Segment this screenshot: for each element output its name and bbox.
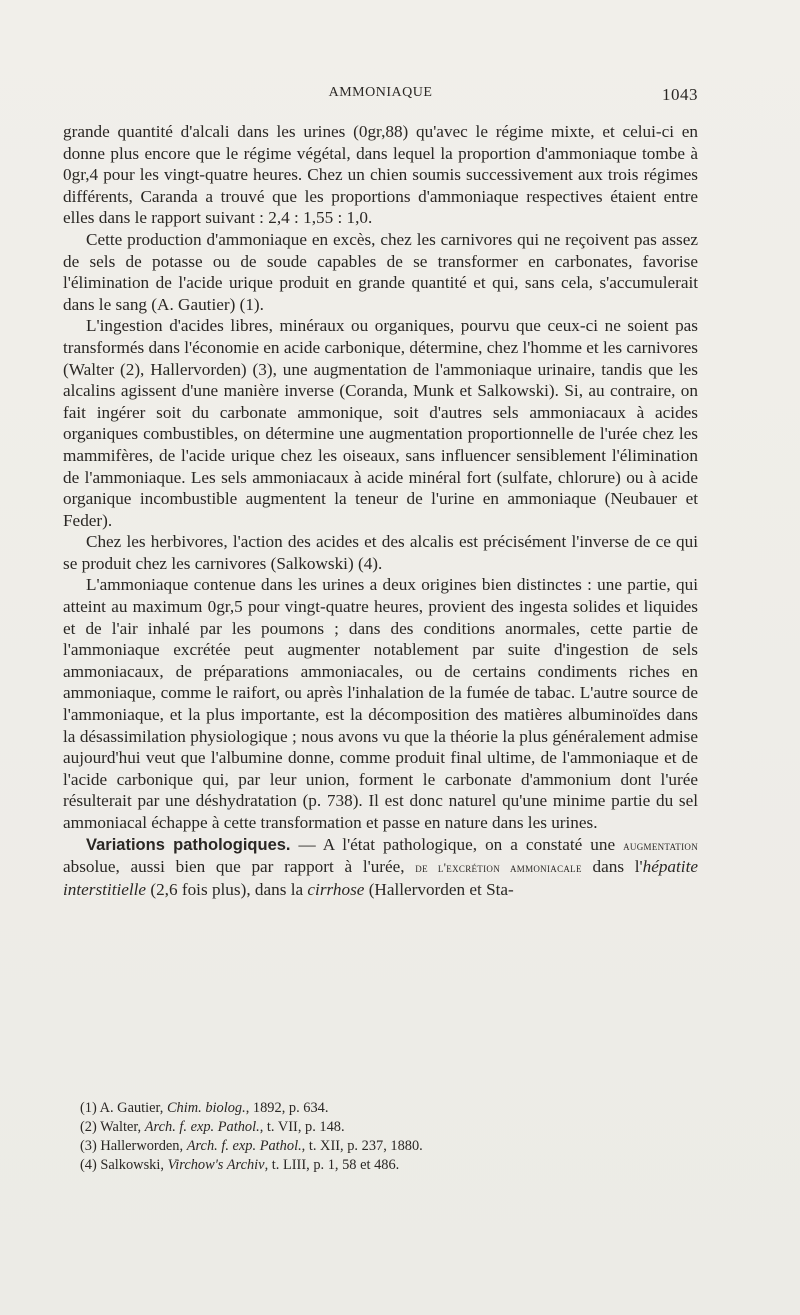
section-text: — A l'état pathologique, on a constaté une xyxy=(290,834,624,854)
italic-term: cirrhose xyxy=(307,879,365,899)
footnote xyxy=(80,1118,680,1137)
footnote xyxy=(80,1156,680,1175)
footnote-rest: , 1892, p. 634. xyxy=(245,1100,329,1116)
footnote-rest: , t. LIII, p. 1, 58 et 486. xyxy=(264,1157,400,1173)
footnote-rest: , t. VII, p. 148. xyxy=(259,1119,345,1135)
section-text: dans l' xyxy=(581,857,643,877)
footnotes xyxy=(80,1099,680,1175)
section-text: (Hallervorden et Sta- xyxy=(364,879,514,899)
footnote-text: Walter, xyxy=(100,1119,145,1135)
paragraph: L'ammoniaque contenue dans les urines a deux origines bien distinctes : une partie, qui atteint au maximum 0gr,5 pour vingt-quatre heures, provient des ingesta solides et liquides et de l'air inhalé par les poumons ; dans des conditions anormales, cette partie de l'ammoniaque excrétée peut augmenter notablement par suite d'ingestion de sels ammoniacaux, de préparations ammoniacales, ou de certains condiments riches en ammoniaque, comme le raifort, ou après l'inhalation de la fumée de tabac. L'autre source de l'ammoniaque, et la plus importante, est la décomposition des matières albuminoïdes dans la désassimilation physiologique ; nous avons vu que la théorie la plus généralement admise aujourd'hui veut que l'albumine donne, comme produit final ultime, de l'ammoniaque et de l'acide carbonique qui, par leur union, forment le carbonate d'ammonium dont l'urée résulterait par une déshydratation (p. 738). Il est donc naturel qu'une minime partie du sel ammoniacal échappe à cette transformation et passe en nature dans les urines. xyxy=(63,575,698,832)
small-caps-text: augmentation xyxy=(623,837,698,853)
footnote-text: A. Gautier, xyxy=(99,1100,167,1116)
footnote-source: Arch. f. exp. Pathol. xyxy=(186,1138,302,1154)
footnote-source: Chim. biolog. xyxy=(166,1100,246,1116)
small-caps-text: de l'excrétion ammoniacale xyxy=(415,860,582,876)
paragraph-continuation: grande quantité d'alcali dans les urines (0gr,88) qu'avec le régime mixte, et celui-ci en donne plus encore que le régime végétal, dans lequel la proportion d'ammoniaque tombe à 0gr,4 pour les vingt-quatre heures. Chez un chien soumis successivement aux trois régimes différents, Caranda a trouvé que les proportions d'ammoniaque respectives étaient entre elles dans le rapport suivant : 2,4 : 1,55 : 1,0. xyxy=(63,122,698,228)
section-paragraph xyxy=(63,834,698,901)
paragraph: Chez les herbivores, l'action des acides et des alcalis est précisément l'inverse de ce qui se produit chez les carnivores (Salkowski) (4). xyxy=(63,532,698,573)
footnote-source: Virchow's Archiv xyxy=(167,1157,265,1173)
footnote-number: (3) xyxy=(80,1138,97,1154)
section-heading: Variations pathologiques. xyxy=(86,835,291,854)
footnote xyxy=(80,1099,680,1118)
paragraph: L'ingestion d'acides libres, minéraux ou organiques, pourvu que ceux-ci ne soient pas transformés dans l'économie en acide carbonique, détermine, chez l'homme et les carnivores (Walter (2), Hallervorden) (3), une augmentation de l'ammoniaque urinaire, tandis que les alcalins agissent d'une manière inverse (Coranda, Munk et Salkowski). Si, au contraire, on fait ingérer soit du carbonate ammonique, soit d'autres sels ammoniacaux à acides organiques combustibles, on détermine une augmentation proportionnelle de l'urée chez les mammifères, de l'acide urique chez les oiseaux, sans influencer sensiblement l'élimination de l'ammoniaque. Les sels ammoniacaux à acide minéral fort (sulfate, chlorure) ou à acide organique incombustible augmentent la teneur de l'urine en ammoniaque (Neubauer et Feder). xyxy=(63,316,698,530)
footnote-rest: , t. XII, p. 237, 1880. xyxy=(301,1138,423,1154)
footnote-text: Salkowski, xyxy=(100,1157,168,1173)
running-title: AMMONIAQUE xyxy=(328,85,433,100)
footnote-number: (1) xyxy=(80,1100,97,1116)
section-text: (2,6 fois plus), dans la xyxy=(146,879,308,899)
footnote-text: Hallerworden, xyxy=(100,1138,187,1154)
page-body xyxy=(63,121,698,900)
footnote-number: (4) xyxy=(80,1157,97,1173)
page-number: 1043 xyxy=(662,85,698,104)
page-header xyxy=(63,85,698,109)
paragraph: Cette production d'ammoniaque en excès, chez les carnivores qui ne reçoivent pas assez de sels de potasse ou de soude capables de se transformer en carbonates, favorise l'élimination de l'acide urique produit en grande quantité et qui, sans cela, s'accumulerait dans le sang (A. Gautier) (1). xyxy=(63,229,698,314)
italic-term: hépatite interstitielle xyxy=(63,857,698,899)
section-text: absolue, aussi bien que par rapport à l'urée, xyxy=(63,857,416,877)
footnote-number: (2) xyxy=(80,1119,97,1135)
footnote xyxy=(80,1137,680,1156)
footnote-source: Arch. f. exp. Pathol. xyxy=(144,1119,260,1135)
